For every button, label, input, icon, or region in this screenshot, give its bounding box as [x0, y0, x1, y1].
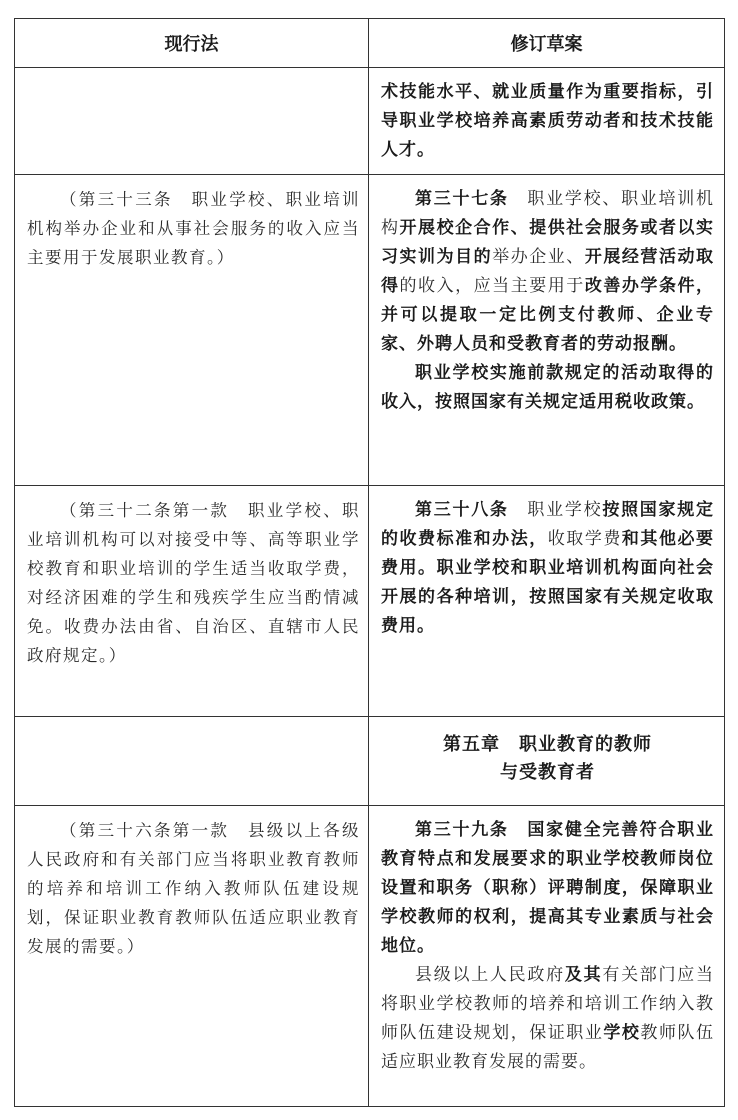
current-law-paragraph: （第三十二条第一款 职业学校、职业培训机构可以对接受中等、高等职业学校教育和职业培训的学生适当收取学费，对经济困难的学生和残疾学生应当酌情减免。收费办法由省、自治区、直辖市人民政府规定。） — [27, 501, 360, 665]
current-law-cell — [15, 806, 369, 1107]
unchanged-text: 举办企业、 — [492, 247, 585, 267]
draft-paragraph: 术技能水平、就业质量作为重要指标，引导职业学校培养高素质劳动者和技术技能人才。 — [381, 82, 714, 160]
unchanged-text: 县级以上人民政府 — [415, 965, 565, 985]
article-number: 第三十九条 — [415, 820, 509, 840]
unchanged-text: 教师队伍适应职业教育发展的需要。 — [381, 1023, 715, 1072]
unchanged-text: 职业学校 — [527, 500, 603, 520]
comparison-table — [14, 18, 725, 1107]
table-row — [15, 806, 725, 1107]
header-row — [15, 19, 725, 68]
table-row — [15, 175, 725, 486]
changed-text: 和其他必要费用。职业学校和职业培训机构面向社会开展的各种培训，按照国家有关规定收取费用。 — [381, 529, 715, 636]
changed-text: 开展校企合作、提供社会服务或者以实习实训为目的 — [381, 218, 715, 267]
draft-cell — [369, 717, 725, 806]
table-row — [15, 717, 725, 806]
chapter-heading-line: 与受教育者 — [500, 762, 595, 783]
changed-text: 开展经营活动取得 — [381, 247, 715, 296]
header-current-law: 现行法 — [15, 19, 369, 68]
changed-text: 及其 — [564, 965, 603, 985]
changed-text: 国家健全完善符合职业教育特点和发展要求的职业学校教师岗位设置和职务（职称）评聘制度，保障职业学校教师的权利，提高其专业素质与社会地位。 — [381, 820, 715, 956]
draft-cell — [369, 486, 725, 717]
draft-cell — [369, 806, 725, 1107]
unchanged-text: 应当主要用于 — [473, 276, 585, 296]
draft-paragraph: 职业学校实施前款规定的活动取得的收入，按照国家有关规定适用税收政策。 — [381, 363, 714, 412]
current-law-cell — [15, 68, 369, 175]
unchanged-text: 有关部门应当将职业学校教师的培养和培训工作纳入教师队伍建设规划，保证职业 — [381, 965, 715, 1043]
header-draft: 修订草案 — [369, 19, 725, 68]
draft-paragraph — [381, 816, 714, 961]
current-law-cell — [15, 486, 369, 717]
chapter-heading-line: 第五章 职业教育的教师 — [443, 734, 652, 755]
unchanged-text: 的收入， — [399, 276, 474, 296]
article-number: 第三十七条 — [415, 189, 509, 209]
changed-text: 按照国家规定的收费标准和办法， — [381, 500, 715, 549]
article-number: 第三十八条 — [415, 500, 509, 520]
table-row — [15, 68, 725, 175]
draft-paragraph — [381, 961, 714, 1077]
table-row — [15, 486, 725, 717]
changed-text: 学校 — [603, 1023, 641, 1043]
unchanged-text: 收取学费 — [547, 529, 622, 549]
chapter-heading — [381, 727, 714, 787]
current-law-cell — [15, 175, 369, 486]
current-law-paragraph: （第三十三条 职业学校、职业培训机构举办企业和从事社会服务的收入应当主要用于发展职业教育。） — [27, 190, 360, 267]
draft-paragraph — [381, 185, 714, 359]
unchanged-text: 职业学校、职业培训机构 — [381, 189, 715, 238]
draft-paragraph — [381, 496, 714, 641]
draft-cell — [369, 68, 725, 175]
current-law-paragraph: （第三十六条第一款 县级以上各级人民政府和有关部门应当将职业教育教师的培养和培训工作纳入教师队伍建设规划，保证职业教育教师队伍适应职业教育发展的需要。） — [27, 821, 360, 956]
draft-cell — [369, 175, 725, 486]
changed-text: 改善办学条件，并可以提取一定比例支付教师、企业专家、外聘人员和受教育者的劳动报酬。 — [381, 276, 715, 354]
current-law-cell — [15, 717, 369, 806]
